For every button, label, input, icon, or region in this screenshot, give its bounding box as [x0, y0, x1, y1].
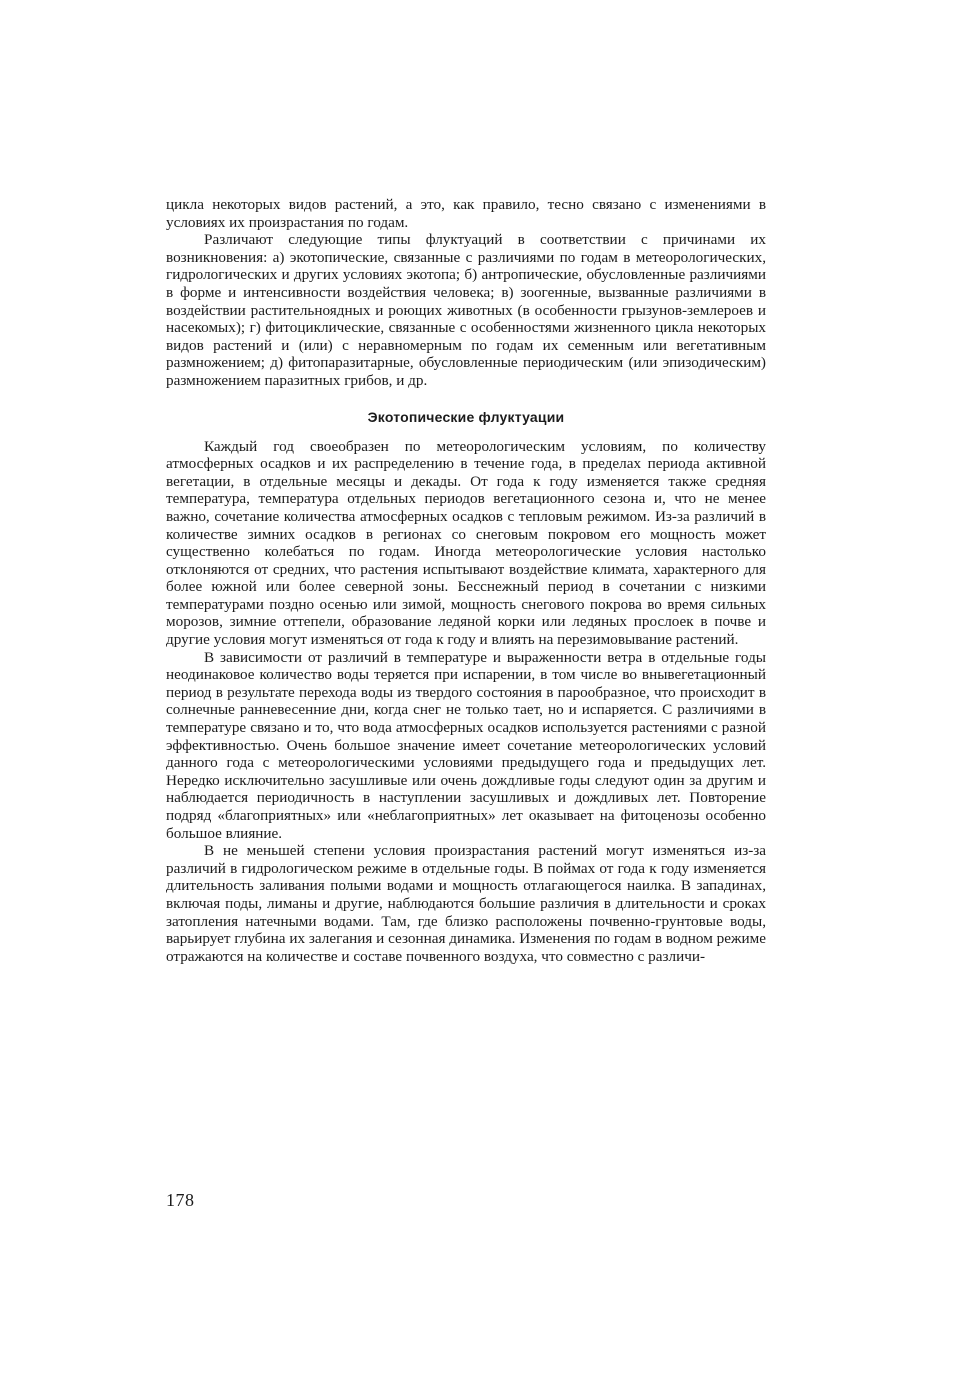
paragraph-continuation: цикла некоторых видов растений, а это, как правило, тесно связано с изменениями в условиях их произрастания по годам. [166, 196, 766, 231]
paragraph-hydrological: В не меньшей степени условия произрастания растений могут изменяться из-за различий в гидрологическом режиме в отдельные годы. В поймах от года к году изменяется длительность заливания полыми водами и мощность отлагающегося наилка. В западинах, включая поды, лиманы и другие, наблюдаются большие различия в длительности и сроках затопления натечными водами. Там, где близко расположены почвенно-грунтовые воды, варьирует глубина их залегания и сезонная динамика. Изменения по годам в водном режиме отражаются на количестве и составе почвенного воздуха, что совместно с различи- [166, 842, 766, 965]
text-column [166, 196, 766, 965]
paragraph-temperature: В зависимости от различий в температуре и выраженности ветра в отдельные годы неодинаковое количество воды теряется при испарении, в том числе во внывегетационный период в результате перехода воды из твердого состояния в парообразное, что происходит в солнечные ранневесенние дни, когда снег не только тает, но и испаряется. С различиями в температуре связано и то, что вода атмосферных осадков используется растениями с разной эффективностью. Очень большое значение имеет сочетание метеорологических условий данного года с метеорологическими условиями предыдущего года и предыдущих лет. Нередко исключительно засушливые или очень дождливые годы следуют один за другим и наблюдается периодичность в наступлении засушливых и дождливых лет. Повторение подряд «благоприятных» или «неблагоприятных» лет оказывает на фитоценозы особенно большое влияние. [166, 648, 766, 842]
page-number: 178 [166, 1190, 195, 1210]
section-heading: Экотопические флуктуации [367, 408, 565, 425]
paragraph-meteorological: Каждый год своеобразен по метеорологическим условиям, по количеству атмосферных осадков и их распределению в течение года, в пределах периода активной вегетации, в отдельные месяцы и декады. От года к году изменяется также средняя температура, температура отдельных периодов вегетационного сезона и, что не менее важно, сочетание количества атмосферных осадков с тепловым режимом. Из-за различий в количестве зимних осадков в регионах со снеговым покровом его мощность может существенно колебаться по годам. Иногда метеорологические условия настолько отклоняются от средних, что растения испытывают воздействие климата, характерного для более южной или более северной зоны. Бесснежный период в сочетании с низкими температурами поздно осенью или зимой, мощность снегового покрова во время сильных морозов, зимние оттепели, образование ледяной корки или ледяных прослоек в почве и другие условия могут изменяться от года к году и влиять на перезимовывание растений. [166, 437, 766, 649]
paragraph-fluctuation-types: Различают следующие типы флуктуаций в соответствии с причинами их возникновения: а) экотопические, связанные с различиями по годам в метеорологических, гидрологических и других условиях экотопа; б) антропические, обусловленные различиями в форме и интенсивности воздействия человека; в) зоогенные, вызванные различиями в воздействии растительноядных и роющих животных (в особенности грызунов-землероев и насекомых); г) фитоциклические, связанные с особенностями жизненного цикла некоторых видов растений и (или) с неравномерным по годам их семенным или вегетативным размножением; д) фитопаразитарные, обусловленные периодическим (или эпизодическим) размножением паразитных грибов, и др. [166, 231, 766, 389]
